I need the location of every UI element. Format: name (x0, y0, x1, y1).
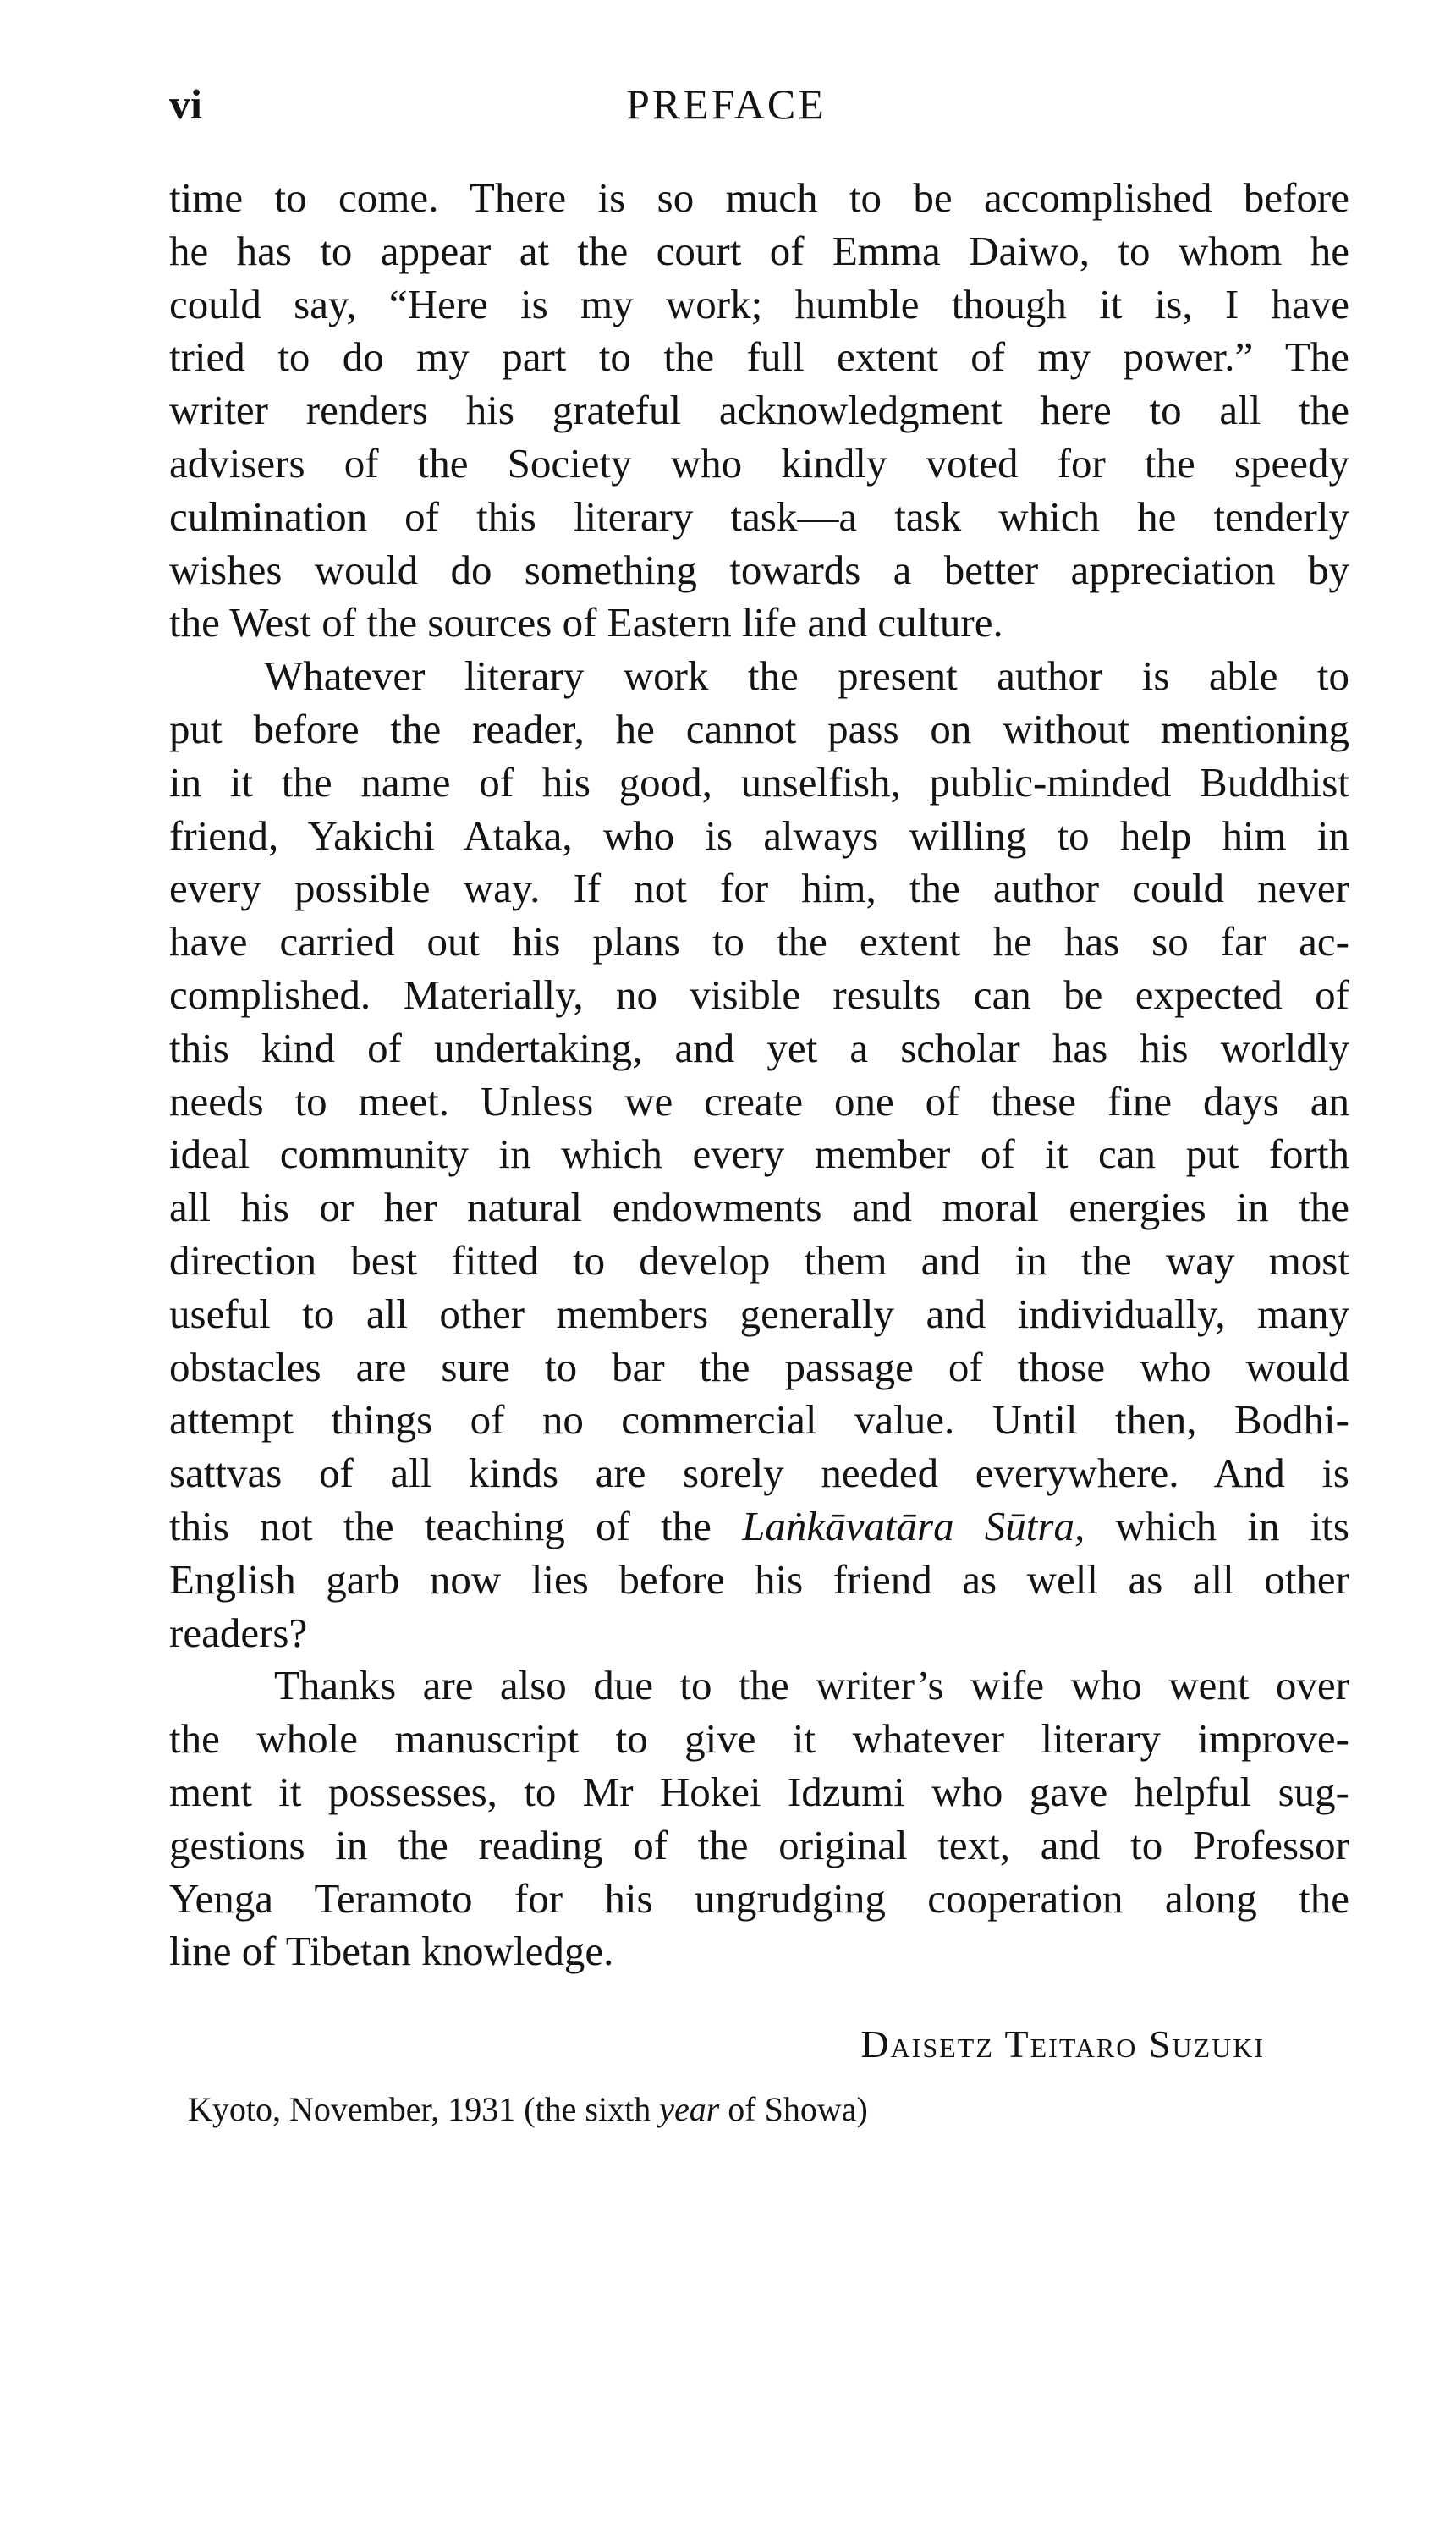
text-line: have carried out his plans to the extent he has so far ac- (169, 918, 1349, 965)
dateline-text: Kyoto, November, 1931 (the sixth (188, 2090, 660, 2128)
page-number: vi (169, 80, 202, 128)
text-line: the West of the sources of Eastern life and culture. (169, 599, 1003, 646)
text-line: wishes would do something towards a better appreciation by (169, 546, 1349, 593)
page-title: PREFACE (626, 80, 827, 128)
text-line: readers? (169, 1609, 308, 1656)
text-line: ideal community in which every member of it can put forth (169, 1130, 1349, 1178)
text-line: culmination of this literary task—a task which he tenderly (169, 492, 1349, 540)
text-line: sattvas of all kinds are sorely needed everywhere. And is (169, 1450, 1349, 1497)
text-line: friend, Yakichi Ataka, who is always willing to help him in (169, 811, 1349, 859)
text-line: Yenga Teramoto for his ungrudging cooperation along the (169, 1874, 1349, 1922)
text-line: useful to all other members generally and individually, many (169, 1290, 1349, 1337)
text-line: every possible way. If not for him, the author could never (169, 865, 1349, 912)
text-line: gestions in the reading of the original text, and to Professor (169, 1821, 1349, 1868)
text-line: writer renders his grateful acknowledgment here to all the (169, 387, 1349, 434)
running-head (169, 74, 1354, 134)
text-segment: this not the teaching of the (169, 1502, 743, 1549)
text-line: line of Tibetan knowledge. (169, 1928, 614, 1975)
body-text (169, 172, 1349, 1978)
text-line: English garb now lies before his friend as well as all other (169, 1555, 1349, 1603)
text-segment: which in its (1085, 1502, 1349, 1549)
text-line: complished. Materially, no visible results can be expected of (169, 971, 1349, 1018)
text-line: in it the name of his good, unselfish, public-minded Buddhist (169, 758, 1349, 806)
text-line: could say, “Here is my work; humble though it is, I have (169, 280, 1349, 327)
text-line: ment it possesses, to Mr Hokei Idzumi who gave helpful sug- (169, 1768, 1349, 1815)
author-signature: Daisetz Teitaro Suzuki (860, 2022, 1265, 2066)
text-line: all his or her natural endowments and moral energies in the (169, 1184, 1349, 1231)
text-line: Thanks are also due to the writer’s wife who went over (274, 1662, 1349, 1709)
dateline-text-end: of Showa) (719, 2090, 868, 2128)
text-line: this kind of undertaking, and yet a scholar has his worldly (169, 1024, 1349, 1071)
text-line: direction best fitted to develop them and in the way most (169, 1236, 1349, 1284)
text-line: attempt things of no commercial value. Until then, Bodhi- (169, 1396, 1349, 1444)
dateline (188, 2083, 868, 2136)
text-line: he has to appear at the court of Emma Daiwo, to whom he (169, 227, 1349, 274)
text-line: Whatever literary work the present author is able to (264, 652, 1349, 700)
text-line: advisers of the Society who kindly voted for the speedy (169, 439, 1349, 487)
text-line: tried to do my part to the full extent of my power.” The (169, 333, 1349, 381)
sutra-title: Laṅkāvatāra Sūtra, (742, 1502, 1085, 1549)
text-line-with-title (169, 1500, 1349, 1554)
text-line: needs to meet. Unless we create one of these fine days an (169, 1077, 1349, 1125)
text-line: time to come. There is so much to be accomplished before (169, 174, 1349, 221)
dateline-italic: year (659, 2090, 720, 2128)
text-line: obstacles are sure to bar the passage of those who would (169, 1343, 1349, 1390)
text-line: the whole manuscript to give it whatever literary improve- (169, 1715, 1349, 1763)
text-line: put before the reader, he cannot pass on without mentioning (169, 705, 1349, 752)
